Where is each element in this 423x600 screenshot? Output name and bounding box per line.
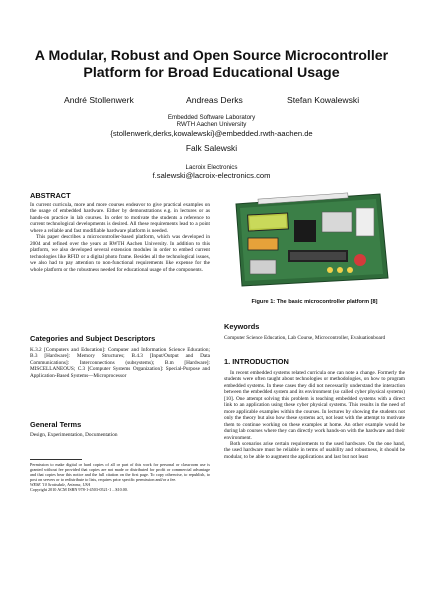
affiliation-email-2: f.salewski@lacroix-electronics.com [152, 171, 271, 181]
general-terms-body [30, 432, 210, 438]
categories-body [30, 347, 210, 379]
author-2: Andreas Derks [186, 95, 243, 105]
keywords-heading: Keywords [224, 322, 260, 331]
introduction-body [224, 370, 405, 460]
title-line-2: Platform for Broad Educational Usage [83, 65, 340, 81]
author-1: André Stollenwerk [64, 95, 134, 105]
paper-title [20, 48, 403, 82]
author-3: Stefan Kowalewski [287, 95, 360, 105]
affiliation-lab: Embedded Software Laboratory [167, 114, 256, 121]
abstract-body [30, 202, 210, 273]
keywords-body [224, 335, 405, 341]
affiliation-1 [0, 114, 423, 138]
microcontroller-board-photo [230, 190, 390, 290]
abstract-paragraph-1: In current curricula, more and more courses endeavor to give practical examples on the usage of embedded hardware. Either by demonstrations e.g. in lectures or as hands-on practice in lab courses. In order to motivate the students a reference to current technological developments is desired. All these requirements lead to a point where a reliable and fast modifiable hardware platform is needed. [30, 202, 210, 234]
copyright-venue: WESE '10 Scottsdale, Arizona, USA [30, 482, 91, 488]
affiliation-university: RWTH Aachen University [176, 121, 247, 129]
categories-text: K.3.2 [Computers and Education]: Computer and Information Science Education; B.3 [Hardware]: Memory Structures; B.4.3 [Input/Output and Data Communications]: Interconnections (subsystems); B.m [Hardware]: MISCELLANEOUS; C.3 [Computer Systems Organization]: Special-Purpose and Application-Based Systems—Microprocessor [30, 347, 210, 379]
copyright-rule [30, 459, 82, 460]
figure-caption: Figure 1: The basic microcontroller platform [8] [251, 299, 378, 305]
introduction-paragraph-1: In recent embedded systems related curricula one can note a change. Formerly the students were often taught about technologies or methodologies, on how to program embedded systems. In these cases they did not necessarily understand the interaction between the embedded system and its environment (so called cyber physical systems) [10]. One attempt solving this problem is teaching embedded systems with a direct link to an application using these cyber physical systems. This results in the need of more applicable examples within the courses. In lectures by showing the students not only the theory but also how these systems act, not least with the attempt to motivate them to continue working on these examples at home. An other example would be during lab courses where they can directly work hands-on with the hardware and their environment. [224, 370, 405, 441]
keywords-text: Computer Science Education, Lab Course, Microcontroller, Evaluationboard [224, 335, 386, 341]
affiliation-org: Lacroix Electronics [185, 164, 238, 171]
copyright-permission: Permission to make digital or hard copies of all or part of this work for personal or classroom use is granted without fee provided that copies are not made or distributed for profit or commercial advantage and that copies bear this notice and the full citation on the first page. To copy otherwise, to republish, to post on servers or to redistribute to lists, requires prior specific permission and/or a fee. [30, 462, 210, 483]
affiliation-email-1: {stollenwerk,derks,kowalewski}@embedded.rwth-aachen.de [110, 128, 313, 138]
title-line-1: A Modular, Robust and Open Source Microcontroller [34, 48, 389, 64]
copyright-line: Copyright 2010 ACM ISBN 978-1-4503-0521-1 ...$10.00. [30, 487, 128, 493]
author-4-block [0, 143, 423, 153]
abstract-paragraph-2: This paper describes a microcontroller-based platform, which was developed in 2004 and refined over the years at RWTH Aachen University. In addition to this platform, we also developed several extension modules in order to embed current technologies like RFID or a digital photo frame. Besides all the technological issues, we also had to pay attention to non-functional requirements like expense for the whole platform or the robustness needed for educational usage of the components. [30, 234, 210, 273]
general-terms-heading: General Terms [30, 420, 82, 429]
general-terms-text: Design, Experimentation, Documentation [30, 432, 118, 438]
introduction-paragraph-2: Both scenarios arise certain requirements to the used hardware. On the one hand, the used hardware must be reliable in terms of usability and robustness, it should be modular, to be able to augment the applications and last but not least [224, 440, 405, 460]
author-4: Falk Salewski [185, 143, 238, 153]
copyright-block [30, 462, 210, 493]
categories-heading: Categories and Subject Descriptors [30, 334, 156, 343]
introduction-heading: 1. INTRODUCTION [224, 357, 289, 366]
abstract-heading: ABSTRACT [30, 191, 71, 200]
affiliation-2 [0, 164, 423, 180]
